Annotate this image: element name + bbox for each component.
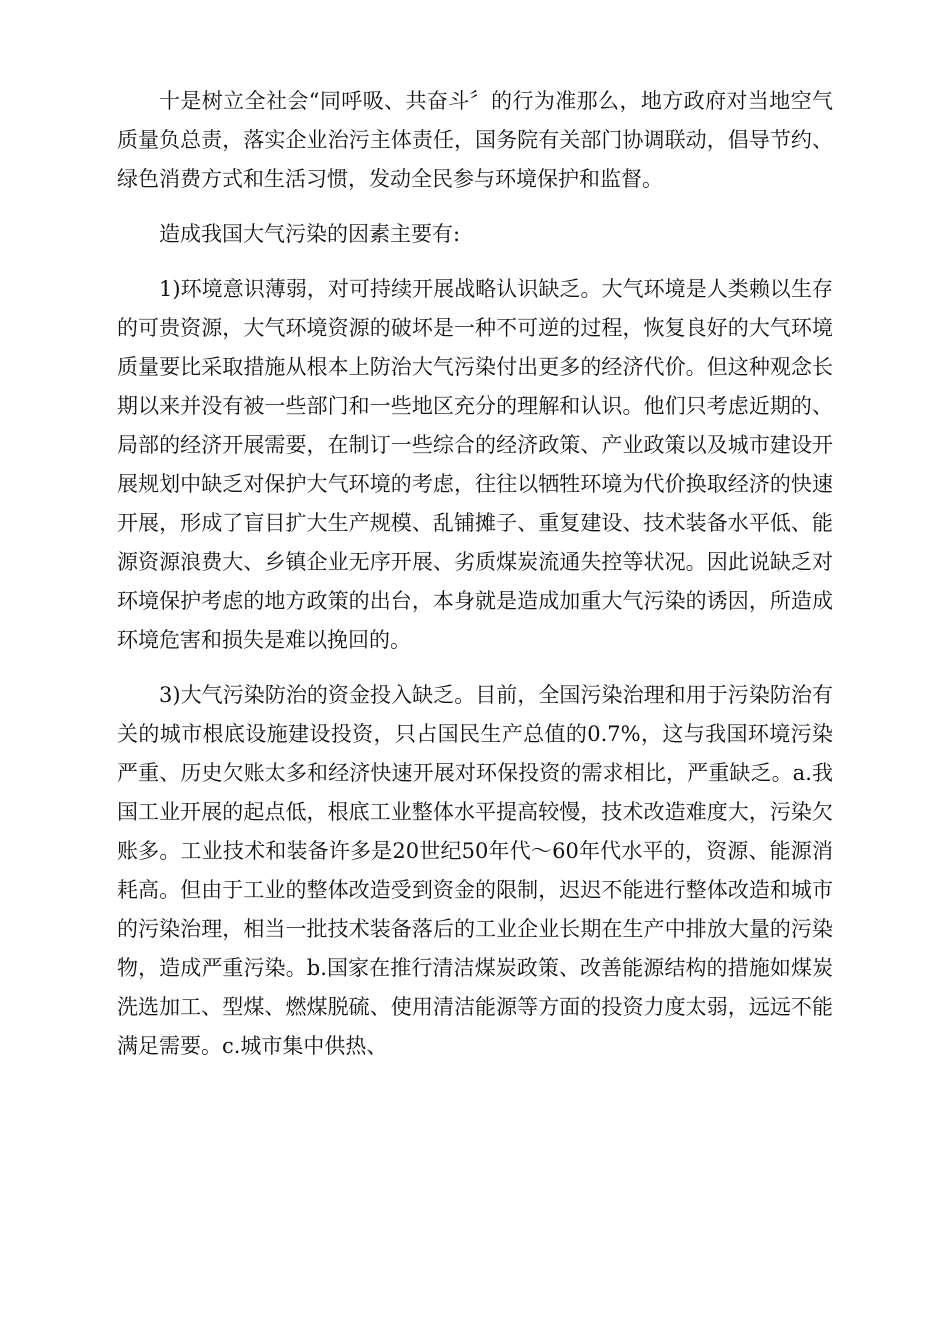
paragraph-causes-intro: 造成我国大气污染的因素主要有:: [159, 222, 461, 246]
document-page: [117, 82, 833, 1066]
paragraph-cause-awareness: 1)环境意识薄弱，对可持续开展战略认识缺乏。大气环境是人类赖以生存的可贵资源，大气环境资源的破坏是一种不可逆的过程，恢复良好的大气环境质量要比采取措施从根本上防治大气污染付出更多的经济代价。但这种观念长期以来并没有被一些部门和一些地区充分的理解和认识。他们只考虑近期的、局部的经济开展需要，在制订一些综合的经济政策、产业政策以及城市建设开展规划中缺乏对保护大气环境的考虑，往往以牺牲环境为代价换取经济的快速开展，形成了盲目扩大生产规模、乱铺摊子、重复建设、技术装备水平低、能源资源浪费大、乡镇企业无序开展、劣质煤炭流通失控等状况。因此说缺乏对环境保护考虑的地方政策的出台，本身就是造成加重大气污染的诱因，所造成环境危害和损失是难以挽回的。: [117, 277, 833, 652]
paragraph-public-participation: 十是树立全社会“同呼吸、共奋斗〞的行为准那么，地方政府对当地空气质量负总责，落实企业治污主体责任，国务院有关部门协调联动，倡导节约、绿色消费方式和生活习惯，发动全民参与环境保护和监督。: [117, 89, 833, 191]
paragraph-cause-funding: 3)大气污染防治的资金投入缺乏。目前，全国污染治理和用于污染防治有关的城市根底设施建设投资，只占国民生产总值的0.7%，这与我国环境污染严重、历史欠账太多和经济快速开展对环保投资的需求相比，严重缺乏。a.我国工业开展的起点低，根底工业整体水平提高较慢，技术改造难度大，污染欠账多。工业技术和装备许多是20世纪50年代～60年代水平的，资源、能源消耗高。但由于工业的整体改造受到资金的限制，迟迟不能进行整体改造和城市的污染治理，相当一批技术装备落后的工业企业长期在生产中排放大量的污染物，造成严重污染。b.国家在推行清洁煤炭政策、改善能源结构的措施如煤炭洗选加工、型煤、燃煤脱硫、使用清洁能源等方面的投资力度太弱，远远不能满足需要。c.城市集中供热、: [117, 683, 833, 1058]
